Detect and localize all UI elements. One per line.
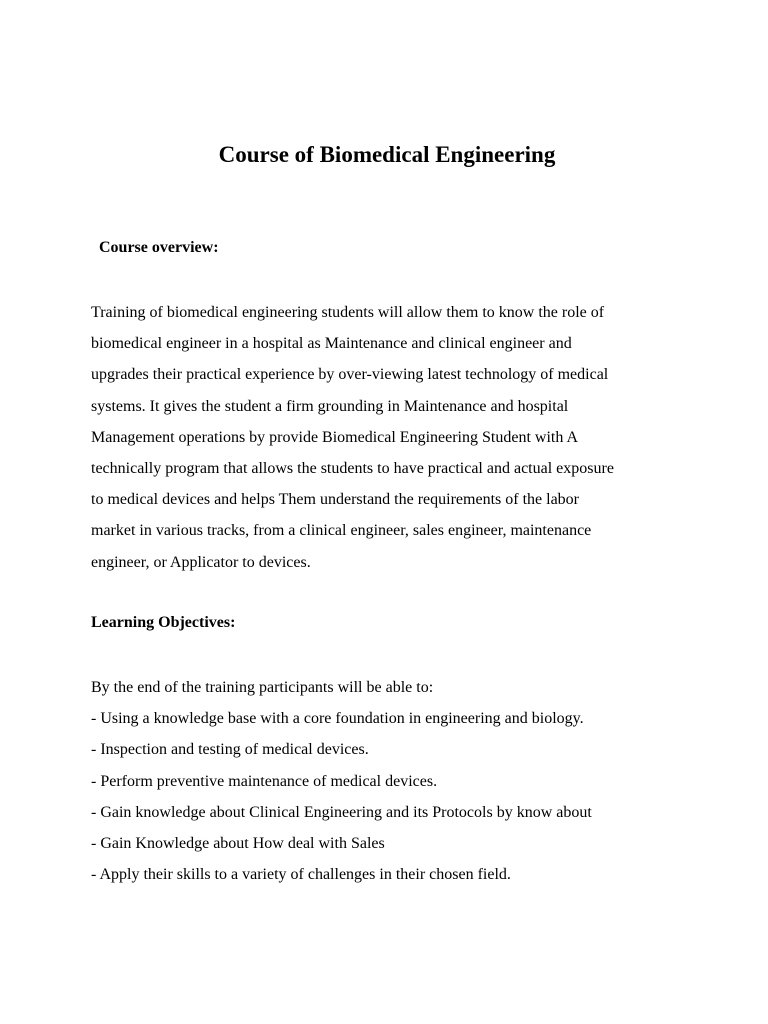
objective-item: - Gain knowledge about Clinical Engineering and its Protocols by know about [91,803,592,821]
paragraph-line: biomedical engineer in a hospital as Maintenance and clinical engineer and [91,335,572,353]
paragraph-line: technically program that allows the students to have practical and actual exposure [91,460,614,478]
objective-item: - Apply their skills to a variety of challenges in their chosen field. [91,866,511,884]
paragraph-line: Training of biomedical engineering students will allow them to know the role of [91,304,605,321]
paragraph-line: systems. It gives the student a firm grounding in Maintenance and hospital [91,397,569,415]
learning-objectives-list [91,672,691,890]
paragraph-line: market in various tracks, from a clinical engineer, sales engineer, maintenance [91,522,592,540]
objectives-intro: By the end of the training participants will be able to: [91,679,434,696]
paragraph-line: upgrades their practical experience by over-viewing latest technology of medical [91,366,609,384]
objective-item: - Using a knowledge base with a core foundation in engineering and biology. [91,710,584,728]
course-overview-paragraph [91,297,681,578]
paragraph-line: Management operations by provide Biomedical Engineering Student with A [91,428,579,446]
course-overview-heading: Course overview: [99,239,219,256]
paragraph-line: engineer, or Applicator to devices. [91,553,311,571]
objective-item: - Perform preventive maintenance of medical devices. [91,772,438,790]
objective-item: - Gain Knowledge about How deal with Sales [91,835,385,853]
document-title: Course of Biomedical Engineering [218,142,556,167]
paragraph-line: to medical devices and helps Them understand the requirements of the labor [91,491,579,509]
learning-objectives-heading: Learning Objectives: [91,614,236,631]
objective-item: - Inspection and testing of medical devices. [91,741,369,759]
